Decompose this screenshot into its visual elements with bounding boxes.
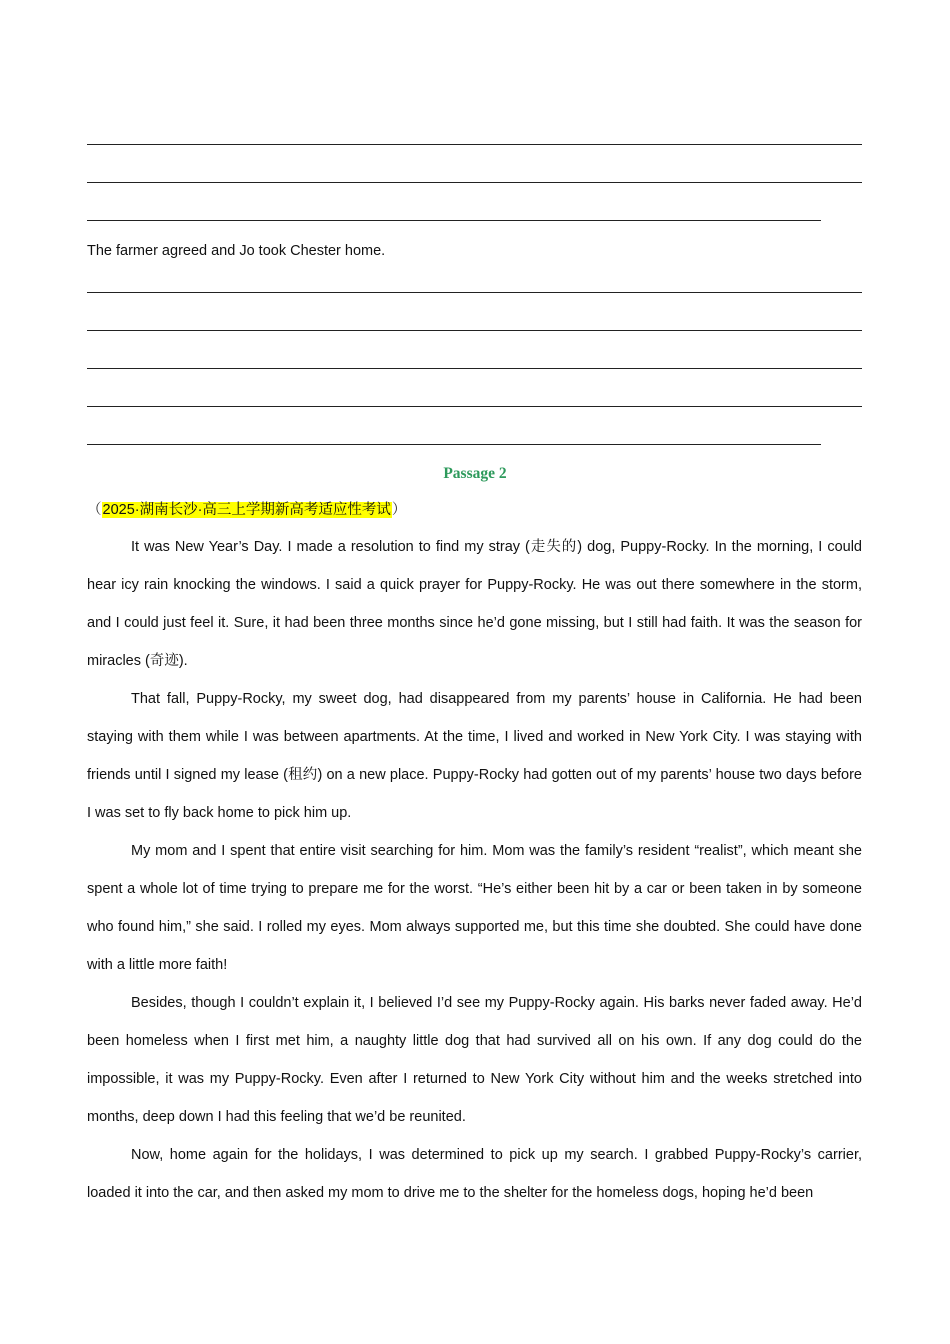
answer-line[interactable] [87,368,862,369]
answer-line[interactable] [87,444,821,445]
answer-line[interactable] [87,182,862,183]
answer-line[interactable] [87,144,862,145]
answer-line[interactable] [87,292,862,293]
passage-paragraph: That fall, Puppy-Rocky, my sweet dog, had disappeared from my parents’ house in California. He had been staying with them while I was between apartments. At the time, I lived and worked in New York City. I was staying with friends until I signed my lease (租约) on a new place. Puppy-Rocky had gotten out of my parents’ house two days before I was set to fly back home to pick him up. [87,691,862,821]
source-line [87,500,406,520]
source-open-paren: （ [87,502,102,518]
source-highlight: 2025·湖南长沙·高三上学期新高考适应性考试 [102,502,391,518]
answer-line[interactable] [87,330,862,331]
passage-body [87,528,862,1212]
passage-paragraph: Now, home again for the holidays, I was determined to pick up my search. I grabbed Puppy-Rocky’s carrier, loaded it into the car, and then asked my mom to drive me to the shelter for the homeless dogs, hoping he’d been [87,1147,862,1201]
passage-title: Passage 2 [443,465,507,482]
answer-line[interactable] [87,406,862,407]
answer-line[interactable] [87,220,821,221]
source-close-paren: ） [391,502,407,518]
paragraph-opening-sentence: The farmer agreed and Jo took Chester home. [87,243,386,259]
passage-paragraph: Besides, though I couldn’t explain it, I believed I’d see my Puppy-Rocky again. His barks never faded away. He’d been homeless when I first met him, a naughty little dog that had survived all on his own. If any dog could do the impossible, it was my Puppy-Rocky. Even after I returned to New York City without him and the weeks stretched into months, deep down I had this feeling that we’d be reunited. [87,995,862,1125]
passage-paragraph: My mom and I spent that entire visit searching for him. Mom was the family’s resident “realist”, which meant she spent a whole lot of time trying to prepare me for the worst. “He’s either been hit by a car or been taken in by someone who found him,” she said. I rolled my eyes. Mom always supported me, but this time she doubted. She could have done with a little more faith! [87,843,862,973]
passage-paragraph: It was New Year’s Day. I made a resolution to find my stray (走失的) dog, Puppy-Rocky. In the morning, I could hear icy rain knocking the windows. I said a quick prayer for Puppy-Rocky. He was out there somewhere in the storm, and I could just feel it. Sure, it had been three months since he’d gone missing, but I still had faith. It was the season for miracles (奇迹). [87,539,862,669]
